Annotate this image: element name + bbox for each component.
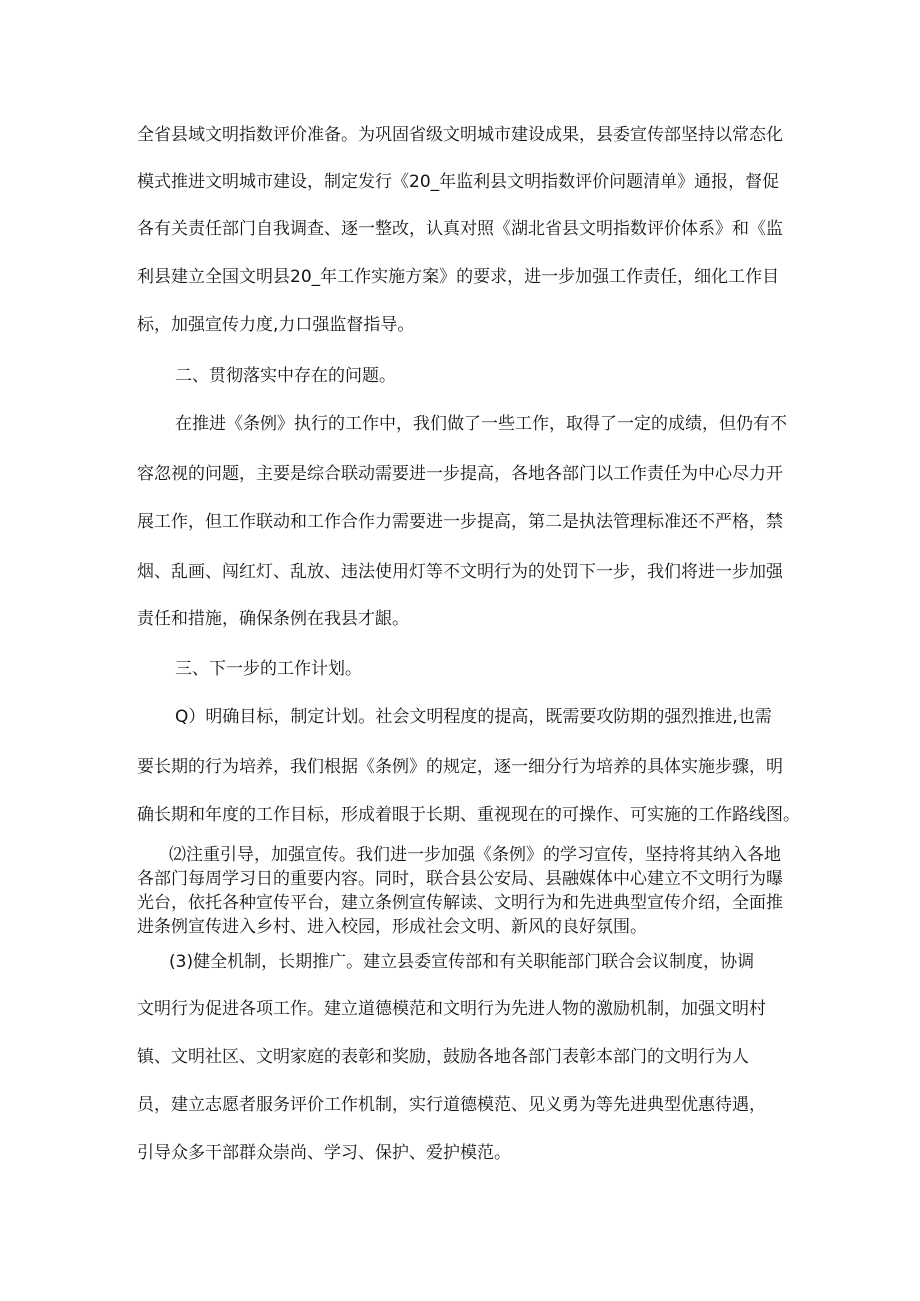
paragraph-2-line-3: 展工作，但工作联动和工作合作力需要进一步提高，第二是执法管理标准还不严格，禁 xyxy=(137,512,783,532)
section-heading-plan: 三、下一步的工作计划。 xyxy=(175,659,362,679)
paragraph-2-line-2: 容忽视的问题，主要是综合联动需要进一步提高，各地各部门以工作责任为中心尽力开 xyxy=(137,464,783,484)
paragraph-4-line-3: 光台，依托各种宣传平台，建立条例宣传解读、文明行为和先进典型宣传介绍，全面推 xyxy=(137,893,783,913)
paragraph-1-line-5: 标，加强宣传力度,力口强监督指导。 xyxy=(137,315,415,335)
paragraph-3-line-3: 确长期和年度的工作目标，形成着眼于长期、重视现在的可操作、可实施的工作路线图。 xyxy=(137,805,800,825)
paragraph-3-line-1: Q）明确目标，制定计划。社会文明程度的提高，既需要攻防期的强烈推进,也需 xyxy=(175,707,772,727)
paragraph-4-line-2: 各部门每周学习日的重要内容。同时，联合县公安局、县融媒体中心建立不文明行为曝 xyxy=(137,869,783,889)
paragraph-5-line-3: 镇、文明社区、文明家庭的表彰和奖励，鼓励各地各部门表彰本部门的文明行为人 xyxy=(137,1047,749,1067)
paragraph-1-line-4: 利县建立全国文明县20_年工作实施方案》的要求，进一步加强工作责任，细化工作目 xyxy=(137,267,780,287)
paragraph-1-line-3: 各有关责任部门自我调查、逐一整改，认真对照《湖北省县文明指数评价体系》和《监 xyxy=(137,219,783,239)
paragraph-1-line-1: 全省县域文明指数评价准备。为巩固省级文明城市建设成果，县委宣传部坚持以常态化 xyxy=(137,125,783,145)
paragraph-3-line-2: 要长期的行为培养，我们根据《条例》的规定，逐一细分行为培养的具体实施步骤，明 xyxy=(137,757,783,777)
paragraph-4-line-1: ⑵注重引导，加强宣传。我们进一步加强《条例》的学习宣传，坚持将其纳入各地 xyxy=(169,845,781,865)
paragraph-4-line-4: 进条例宣传进入乡村、进入校园，形成社会文明、新风的良好氛围。 xyxy=(137,917,647,937)
paragraph-5-line-2: 文明行为促进各项工作。建立道德模范和文明行为先进人物的激励机制，加强文明村 xyxy=(137,999,766,1019)
paragraph-2-line-1: 在推进《条例》执行的工作中，我们做了一些工作，取得了一定的成绩，但仍有不 xyxy=(175,414,787,434)
paragraph-5-line-4: 员，建立志愿者服务评价工作机制，实行道德模范、见义勇为等先进典型优惠待遇， xyxy=(137,1095,766,1115)
paragraph-5-line-1: (3)健全机制，长期推广。建立县委宣传部和有关职能部门联合会议制度，协调 xyxy=(169,952,755,972)
paragraph-2-line-4: 烟、乱画、闯红灯、乱放、违法使用灯等不文明行为的处罚下一步，我们将进一步加强 xyxy=(137,562,783,582)
paragraph-2-line-5: 责任和措施，确保条例在我县才龈。 xyxy=(137,609,409,629)
paragraph-1-line-2: 模式推进文明城市建设，制定发行《20_年监利县文明指数评价问题清单》通报，督促 xyxy=(137,172,780,192)
section-heading-problems: 二、贯彻落实中存在的问题。 xyxy=(175,366,396,386)
paragraph-5-line-5: 引导众多干部群众崇尚、学习、保护、爱护模范。 xyxy=(137,1143,511,1163)
